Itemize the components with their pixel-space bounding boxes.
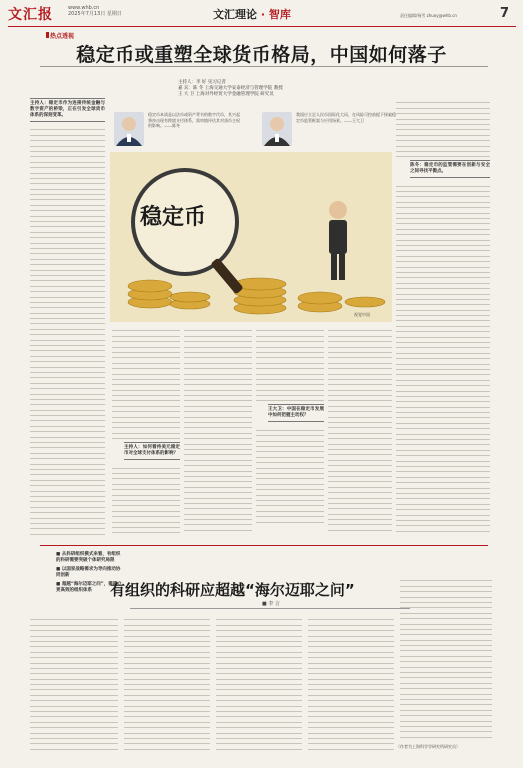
section-tag: 热点透视 [50,33,75,40]
pull-quote-mid: 主持人：如何看待美元稳定币对全球支付体系的影响？ [124,442,180,460]
column-lead: 主持人：稳定币作为连接传统金融与数字资产的桥梁，正在引发全球货币体系的深刻变革。 [30,98,105,122]
headline-2: 有组织的科研应超越“海尔迈耶之问” [110,581,355,599]
editor-line: 责任编辑/杨雪 zhuoy@whb.cn [400,13,457,18]
avatar [114,112,144,146]
quote-right: 我国应立足人民币国际化大局，在风险可控前提下探索稳定币监管框架与应用场景。——王大卫 [296,112,396,123]
image-credit: 视觉中国 [354,312,370,317]
column-5 [396,98,490,538]
page-number: 7 [500,6,510,21]
author-guest-2: 王 大 卫 上海对外经贸大学金融管理学院 研究员 [178,92,274,97]
a2-column-3 [216,615,302,755]
article-divider [40,545,488,546]
image-title: 稳定币 [140,205,207,230]
section-name: 文汇理论 [213,8,257,21]
author-guest-1: 嘉 宾：陈 冬 上海交通大学安泰经济与管理学院 教授 [178,86,283,91]
author-note: （作者为上海科学学研究所研究员） [396,744,460,749]
bullet-2: ■ 以国家战略需求为导向推动协同创新 [56,567,121,578]
pull-quote-right: 陈冬：稳定币的监管需要在创新与安全之间寻找平衡点。 [410,160,490,178]
column-3 [184,326,252,538]
section-title: 文汇理论 · 智库 [213,8,291,21]
avatar [262,112,292,146]
newspaper-logo: 文汇报 [8,7,53,23]
a2-column-5 [400,576,492,742]
header-rule [8,26,516,27]
section-sub: 智库 [268,8,291,21]
bullet-1: ■ 从科研组织模式来看，有组织的科研需要突破个体研究局限 [56,552,121,563]
pull-quote-mid2: 王大卫：中国在稳定币发展中如何把握主动权？ [268,404,324,422]
tag-marker [46,32,49,38]
byline-2: ■ 李 言 [262,601,280,607]
headline-2-rule [130,608,410,609]
a2-column-2 [124,615,210,755]
column-4b [328,326,392,538]
masthead-info [68,5,128,17]
column-2 [112,326,180,538]
column-body [30,125,105,538]
column-4 [256,326,324,538]
bullet-3: ■ 超越“海尔迈耶之问”，需建立更高效的组织体系 [56,582,122,593]
author-host: 主持人：李 好 见习记者 [178,80,226,85]
a2-column-4 [308,615,394,755]
author-block [178,80,438,98]
headline: 稳定币或重塑全球货币格局，中国如何落子 [76,44,447,66]
issue-date: 2025年7月13日 星期日 [68,11,122,17]
headline-rule [40,66,488,67]
quote-left: 稳定币本质是以法币或资产背书的数字代币，其兴起将冲击现有跨境支付体系，需审慎评估其对货币主权的影响。——陈冬 [148,112,240,128]
site-url: www.whb.cn [68,5,100,11]
feature-image [110,152,392,322]
column-1 [30,98,105,538]
a2-column-1 [30,615,118,755]
masthead [8,4,516,28]
